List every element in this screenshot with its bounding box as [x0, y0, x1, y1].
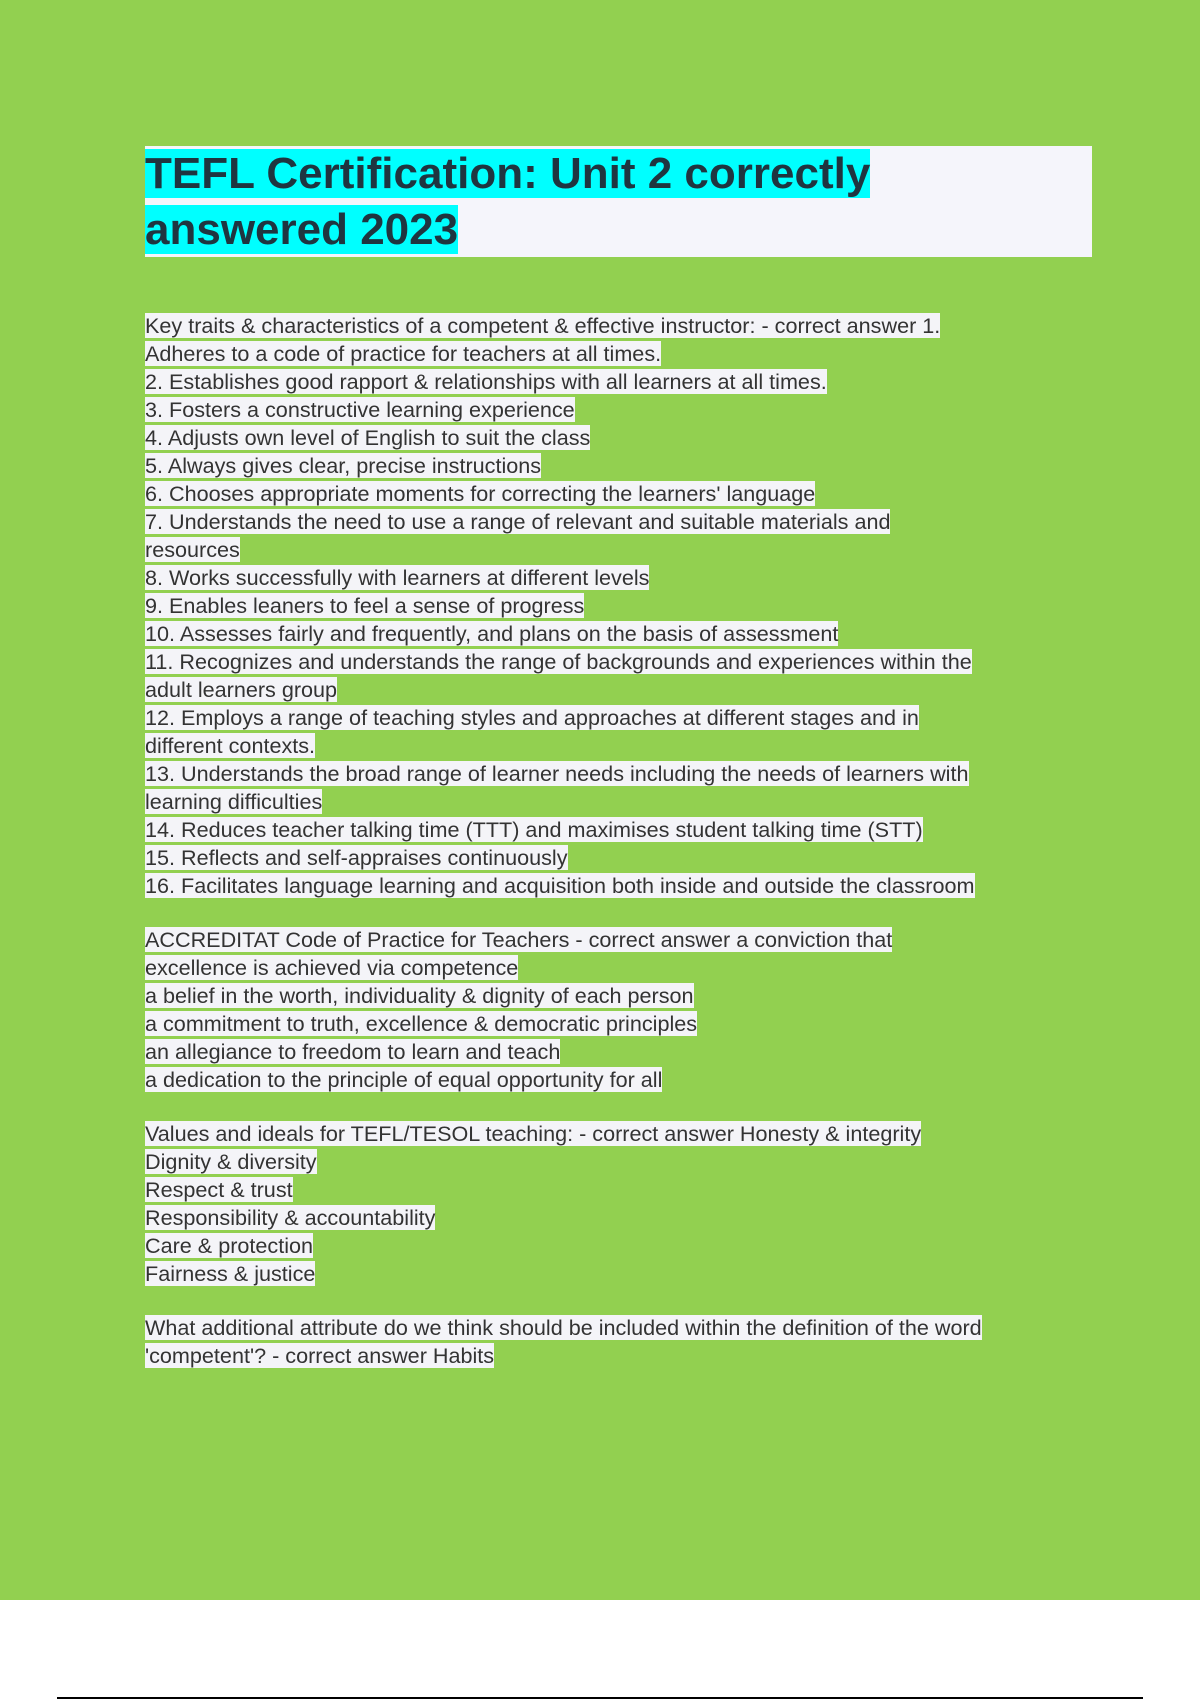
text-line [145, 452, 1085, 480]
traits-section [145, 312, 1085, 900]
text-line [145, 704, 1085, 732]
highlighted-text: adult learners group [145, 677, 338, 702]
text-line [145, 1260, 1085, 1288]
text-line [145, 424, 1085, 452]
highlighted-text: 'competent'? - correct answer Habits [145, 1343, 495, 1368]
highlighted-text: Values and ideals for TEFL/TESOL teaching: - correct answer Honesty & integrity [145, 1121, 922, 1146]
highlighted-text: a commitment to truth, excellence & democratic principles [145, 1011, 698, 1036]
highlighted-text: Care & protection [145, 1233, 314, 1258]
highlighted-text: learning difficulties [145, 789, 323, 814]
document-body [145, 312, 1085, 1396]
text-line [145, 982, 1085, 1010]
values-section [145, 1120, 1085, 1288]
text-line [145, 760, 1085, 788]
attribute-section [145, 1314, 1085, 1370]
text-line [145, 1066, 1085, 1094]
title-line-2: answered 2023 [145, 205, 459, 254]
text-line [145, 1204, 1085, 1232]
highlighted-text: Respect & trust [145, 1177, 293, 1202]
highlighted-text: 5. Always gives clear, precise instructions [145, 453, 542, 478]
text-line [145, 954, 1085, 982]
highlighted-text: 7. Understands the need to use a range of relevant and suitable materials and [145, 509, 891, 534]
text-line [145, 1342, 1085, 1370]
highlighted-text: Fairness & justice [145, 1261, 316, 1286]
text-line [145, 676, 1085, 704]
highlighted-text: 2. Establishes good rapport & relationships with all learners at all times. [145, 369, 827, 394]
text-line [145, 648, 1085, 676]
highlighted-text: 8. Works successfully with learners at different levels [145, 565, 650, 590]
highlighted-text: 6. Chooses appropriate moments for correcting the learners' language [145, 481, 816, 506]
text-line [145, 1148, 1085, 1176]
text-line [145, 1010, 1085, 1038]
text-line [145, 1120, 1085, 1148]
title-line-1: TEFL Certification: Unit 2 correctly [145, 149, 871, 198]
document-title [145, 146, 1085, 258]
code-of-practice-section [145, 926, 1085, 1094]
highlighted-text: Dignity & diversity [145, 1149, 317, 1174]
text-line [145, 340, 1085, 368]
text-line [145, 396, 1085, 424]
highlighted-text: a belief in the worth, individuality & dignity of each person [145, 983, 694, 1008]
highlighted-text: resources [145, 537, 240, 562]
highlighted-text: 16. Facilitates language learning and acquisition both inside and outside the classroom [145, 873, 975, 898]
text-line [145, 592, 1085, 620]
text-line [145, 1232, 1085, 1260]
highlighted-text: a dedication to the principle of equal opportunity for all [145, 1067, 663, 1092]
text-line [145, 844, 1085, 872]
highlighted-text: 12. Employs a range of teaching styles and approaches at different stages and in [145, 705, 919, 730]
highlighted-text: excellence is achieved via competence [145, 955, 519, 980]
highlighted-text: 15. Reflects and self-appraises continuously [145, 845, 568, 870]
text-line [145, 816, 1085, 844]
text-line [145, 312, 1085, 340]
text-line [145, 480, 1085, 508]
highlighted-text: Key traits & characteristics of a competent & effective instructor: - correct answer 1. [145, 313, 941, 338]
text-line [145, 872, 1085, 900]
text-line [145, 536, 1085, 564]
text-line [145, 1176, 1085, 1204]
text-line [145, 620, 1085, 648]
text-line [145, 1314, 1085, 1342]
highlighted-text: What additional attribute do we think should be included within the definition of the word [145, 1315, 982, 1340]
highlighted-text: 3. Fosters a constructive learning experience [145, 397, 575, 422]
highlighted-text: 11. Recognizes and understands the range of backgrounds and experiences within the [145, 649, 972, 674]
highlighted-text: different contexts. [145, 733, 316, 758]
highlighted-text: Responsibility & accountability [145, 1205, 436, 1230]
text-line [145, 564, 1085, 592]
highlighted-text: ACCREDITAT Code of Practice for Teachers - correct answer a conviction that [145, 927, 893, 952]
text-line [145, 926, 1085, 954]
text-line [145, 368, 1085, 396]
text-line [145, 788, 1085, 816]
highlighted-text: 13. Understands the broad range of learner needs including the needs of learners with [145, 761, 969, 786]
highlighted-text: an allegiance to freedom to learn and teach [145, 1039, 561, 1064]
highlighted-text: 4. Adjusts own level of English to suit the class [145, 425, 591, 450]
text-line [145, 1038, 1085, 1066]
text-line [145, 508, 1085, 536]
text-line [145, 732, 1085, 760]
highlighted-text: 10. Assesses fairly and frequently, and plans on the basis of assessment [145, 621, 839, 646]
highlighted-text: 14. Reduces teacher talking time (TTT) and maximises student talking time (STT) [145, 817, 923, 842]
highlighted-text: Adheres to a code of practice for teachers at all times. [145, 341, 662, 366]
highlighted-text: 9. Enables leaners to feel a sense of progress [145, 593, 585, 618]
footer-rule [57, 1697, 1143, 1699]
